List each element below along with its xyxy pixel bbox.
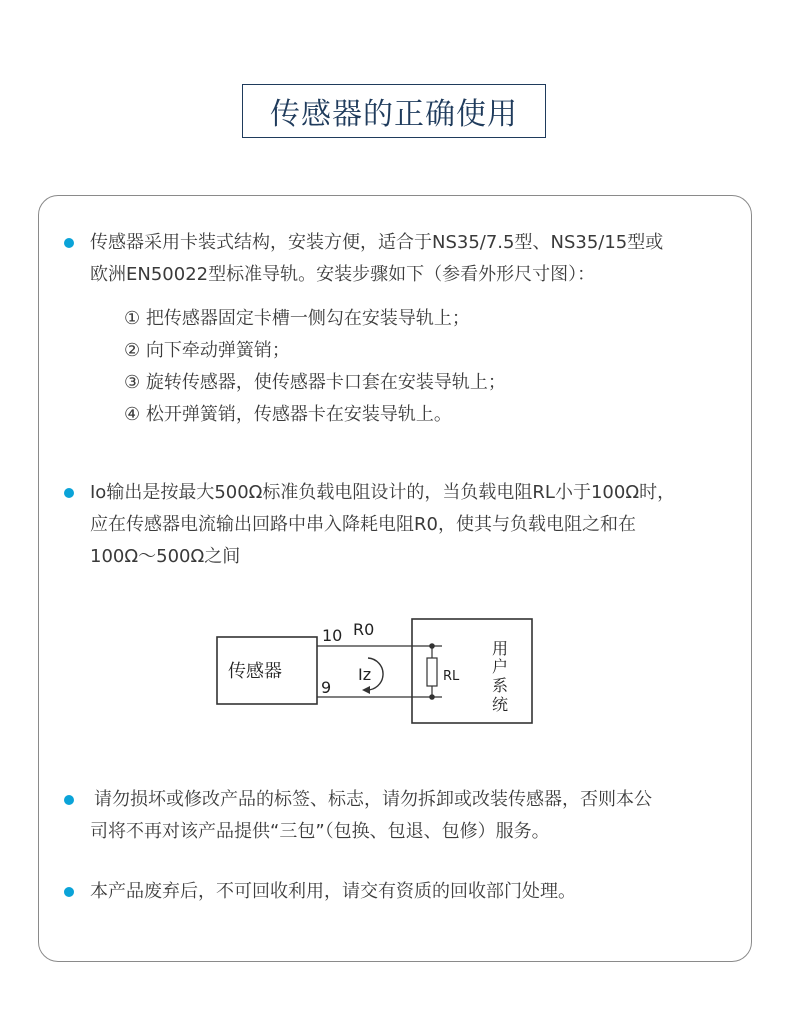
- section2-line3: 100Ω～500Ω之间: [90, 546, 241, 567]
- step-item: ④ 松开弹簧销，传感器卡在安装导轨上。: [124, 404, 452, 425]
- section3-line1: 请勿损坏或修改产品的标签、标志，请勿拆卸或改装传感器，否则本公: [94, 789, 652, 810]
- section1-line1: 传感器采用卡装式结构，安装方便，适合于NS35/7.5型、NS35/15型或: [90, 232, 664, 253]
- bullet-dot: [64, 488, 74, 498]
- section1-line2: 欧洲EN50022型标准导轨。安装步骤如下（参看外形尺寸图）：: [90, 264, 596, 285]
- bullet-dot: [64, 795, 74, 805]
- r0-label: R0: [353, 620, 375, 639]
- user-label-char: 系: [492, 676, 509, 695]
- sensor-label: 传感器: [228, 661, 282, 682]
- step-item: ③ 旋转传感器，使传感器卡口套在安装导轨上；: [124, 372, 506, 393]
- pin-top-label: 10: [322, 626, 343, 645]
- step-item: ② 向下牵动弹簧销；: [124, 340, 290, 361]
- pin-bottom-label: 9: [321, 678, 332, 697]
- section2-line1: Io输出是按最大500Ω标准负载电阻设计的，当负载电阻RL小于100Ω时，: [90, 482, 676, 503]
- section4-line1: 本产品废弃后，不可回收利用，请交有资质的回收部门处理。: [90, 881, 576, 902]
- user-label-char: 统: [492, 695, 509, 714]
- user-label-char: 用: [492, 639, 509, 658]
- page-title: 传感器的正确使用: [242, 84, 546, 138]
- bullet-dot: [64, 238, 74, 248]
- iz-label: Iz: [358, 665, 372, 684]
- bullet-dot: [64, 887, 74, 897]
- section3-line2: 司将不再对该产品提供“三包”（包换、包退、包修）服务。: [90, 821, 550, 842]
- user-label-char: 户: [492, 657, 509, 676]
- step-item: ① 把传感器固定卡槽一侧勾在安装导轨上；: [124, 308, 470, 329]
- rl-label: RL: [443, 669, 460, 684]
- section2-line2: 应在传感器电流输出回路中串入降耗电阻R0，使其与负载电阻之和在: [90, 514, 636, 535]
